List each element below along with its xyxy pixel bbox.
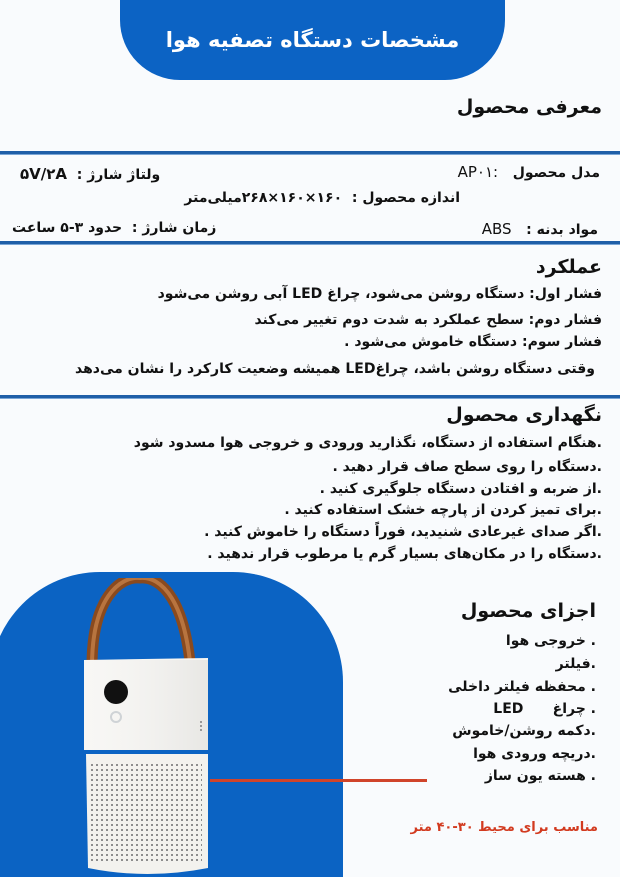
pointer-line xyxy=(210,779,427,782)
operation-line: فشار سوم: دستگاه خاموش می‌شود . xyxy=(344,334,602,350)
spec-model xyxy=(458,163,600,181)
page-title: مشخصات دستگاه تصفیه هوا xyxy=(165,28,460,52)
spec-voltage-label: ولتاژ شارژ : xyxy=(76,167,161,183)
divider xyxy=(0,241,620,245)
maintenance-section-title: نگهداری محصول xyxy=(446,404,602,426)
parts-item: . محفظه فیلتر داخلی xyxy=(448,679,596,695)
maintenance-line: .از ضربه و افتادن دستگاه جلوگیری کنید . xyxy=(319,481,602,497)
coverage-note: مناسب برای محیط ۳۰-۴۰ متر xyxy=(410,820,598,835)
air-purifier-image xyxy=(80,578,240,877)
maintenance-line: .برای تمیز کردن از پارچه خشک استفاده کنید . xyxy=(284,502,602,518)
spec-voltage xyxy=(20,165,160,183)
spec-material-value: ABS xyxy=(481,220,512,238)
parts-item: .دکمه روشن/خاموش xyxy=(452,723,596,739)
parts-section-title: اجزای محصول xyxy=(460,600,596,622)
spec-size xyxy=(184,190,460,206)
operation-line: فشار دوم: سطح عملکرد به شدت دوم تغییر می‌کند xyxy=(254,312,602,328)
parts-item: .دریچه ورودی هوا xyxy=(473,746,596,762)
maintenance-line: .دستگاه را در مکان‌های بسیار گرم یا مرطوب قرار ندهید . xyxy=(207,546,602,562)
spec-model-value: AP۰۱: xyxy=(457,163,499,181)
spec-charge-time xyxy=(12,220,216,236)
parts-item: . چراغ LED xyxy=(493,701,596,717)
spec-voltage-value: ۵V/۲A xyxy=(20,165,68,183)
header-banner xyxy=(120,0,505,80)
divider xyxy=(0,395,620,399)
maintenance-line: .دستگاه را روی سطح صاف قرار دهید . xyxy=(332,459,602,475)
divider xyxy=(0,151,620,155)
parts-item: . خروجی هوا xyxy=(505,633,596,649)
spec-model-label: مدل محصول xyxy=(512,165,600,181)
operation-section-title: عملکرد xyxy=(535,256,602,278)
spec-material xyxy=(482,220,598,238)
spec-charge-time-value: حدود ۳-۵ ساعت xyxy=(12,220,123,236)
operation-line: فشار اول: دستگاه روشن می‌شود، چراغ LED آبی روشن می‌شود xyxy=(157,286,602,302)
operation-line: وقتی دستگاه روشن باشد، چراغLED همیشه وضعیت کارکرد را نشان می‌دهد xyxy=(75,361,595,377)
spec-size-value: ۱۶۰×۱۶۰×۲۶۸میلی‌متر xyxy=(184,190,343,206)
maintenance-line: .اگر صدای غیرعادی شنیدید، فوراً دستگاه را خاموش کنید . xyxy=(204,524,602,540)
spec-size-label: اندازه محصول : xyxy=(351,190,460,206)
intro-section-title: معرفی محصول xyxy=(456,96,602,118)
parts-item: .فیلتر xyxy=(555,656,596,672)
spec-material-label: مواد بدنه : xyxy=(526,222,598,238)
maintenance-line: .هنگام استفاده از دستگاه، نگذارید ورودی و خروجی هوا مسدود شود xyxy=(133,435,602,451)
spec-charge-time-label: زمان شارژ : xyxy=(131,220,217,236)
parts-item: . هسته یون ساز xyxy=(484,768,596,784)
